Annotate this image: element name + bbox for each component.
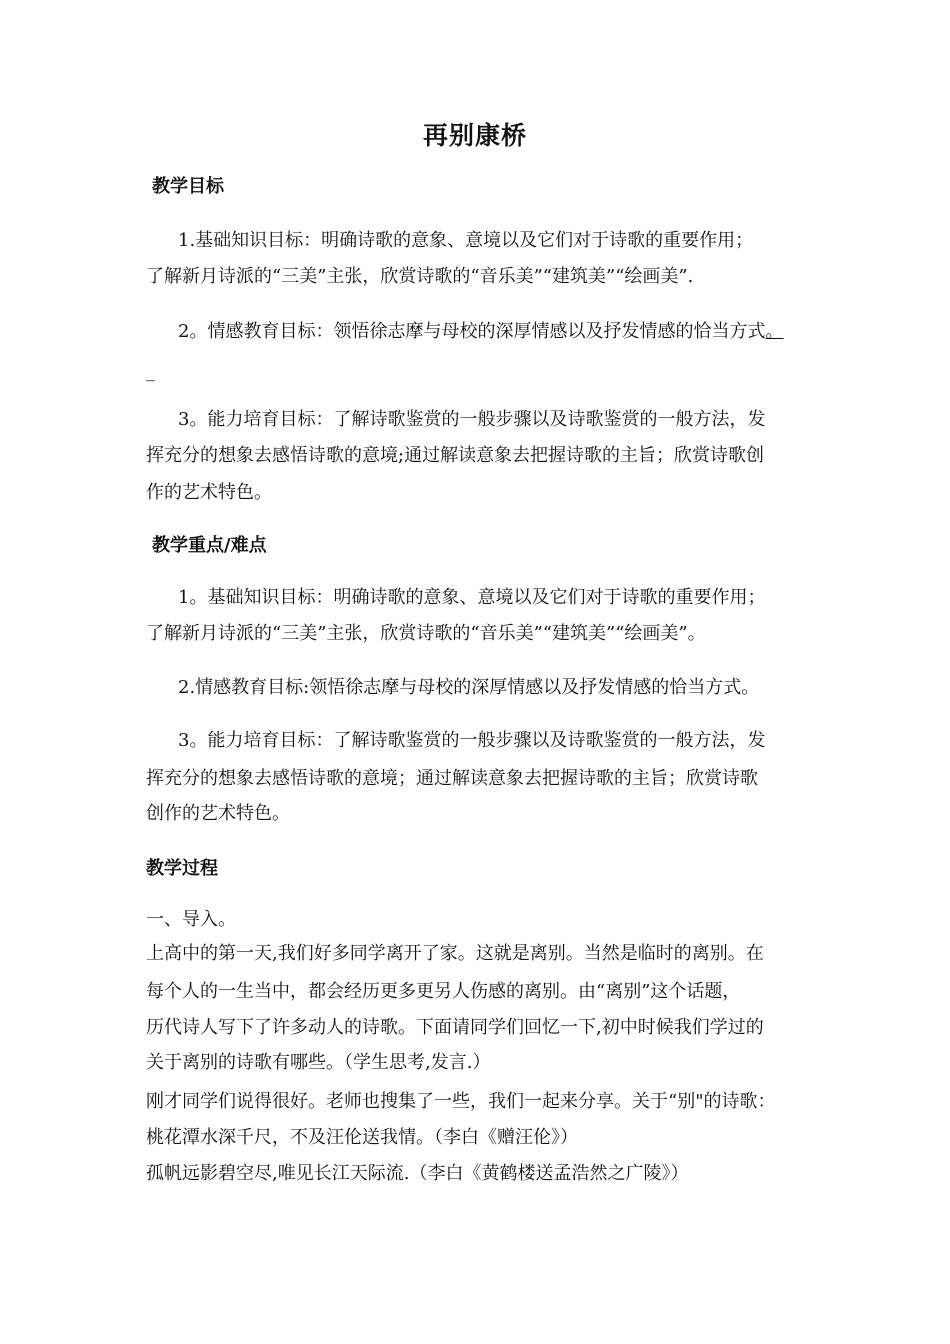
section-heading-process: 教学过程	[146, 858, 218, 879]
goal-1-line-1: 1.基础知识目标：明确诗歌的意象、意境以及它们对于诗歌的重要作用；	[178, 230, 754, 251]
goal-2-line-1	[178, 318, 783, 346]
focus-3-line-1: 3。能力培育目标：了解诗歌鉴赏的一般步骤以及诗歌鉴赏的一般方法，发	[178, 730, 766, 751]
process-line-0: 一、导入。	[146, 909, 236, 930]
process-line-3: 历代诗人写下了许多动人的诗歌。下面请同学们回忆一下,初中时候我们学过的	[146, 1017, 764, 1038]
process-line-2: 每个人的一生当中，都会经历更多更另人伤感的离别。由“离别”这个话题，	[146, 981, 741, 1002]
goal-1-line-2: 了解新月诗派的“三美”主张，欣赏诗歌的“音乐美”“建筑美”“绘画美”.	[146, 266, 694, 287]
goal-2-underlined-tail: 。	[765, 321, 784, 342]
focus-1-line-2: 了解新月诗派的“三美”主张，欣赏诗歌的“音乐美”“建筑美”“绘画美”。	[146, 623, 706, 644]
focus-3-line-3: 创作的艺术特色。	[146, 803, 290, 824]
process-line-4: 关于离别的诗歌有哪些。（学生思考,发言.）	[146, 1052, 491, 1073]
process-line-1: 上高中的第一天,我们好多同学离开了家。这就是离别。当然是临时的离别。在	[146, 943, 764, 964]
goal-3-line-3: 作的艺术特色。	[146, 482, 272, 503]
focus-2-line-1: 2.情感教育目标:领悟徐志摩与母校的深厚情感以及抒发情感的恰当方式。	[178, 677, 760, 698]
section-heading-goals: 教学目标	[152, 176, 224, 197]
process-line-7: 孤帆远影碧空尽,唯见长江天际流.（李白《黄鹤楼送孟浩然之广陵》）	[146, 1163, 689, 1184]
section-heading-focus: 教学重点/难点	[152, 535, 267, 556]
focus-3-line-2: 挥充分的想象去感悟诗歌的意境；通过解读意象去把握诗歌的主旨；欣赏诗歌	[146, 768, 758, 789]
goal-2-line-2: _	[146, 361, 155, 382]
document-title: 再别康桥	[422, 121, 527, 150]
goal-3-line-1: 3。能力培育目标：了解诗歌鉴赏的一般步骤以及诗歌鉴赏的一般方法，发	[178, 409, 766, 430]
goal-2-text: 2。情感教育目标：领悟徐志摩与母校的深厚情感以及抒发情感的恰当方式	[178, 321, 766, 342]
focus-1-line-1: 1。基础知识目标：明确诗歌的意象、意境以及它们对于诗歌的重要作用；	[178, 587, 766, 608]
process-line-5: 刚才同学们说得很好。老师也搜集了一些，我们一起来分享。关于“别"的诗歌：	[146, 1091, 776, 1112]
goal-3-line-2: 挥充分的想象去感悟诗歌的意境;通过解读意象去把握诗歌的主旨；欣赏诗歌创	[146, 445, 765, 466]
process-line-6: 桃花潭水深千尺，不及汪伦送我情。（李白《赠汪伦》）	[146, 1127, 578, 1148]
